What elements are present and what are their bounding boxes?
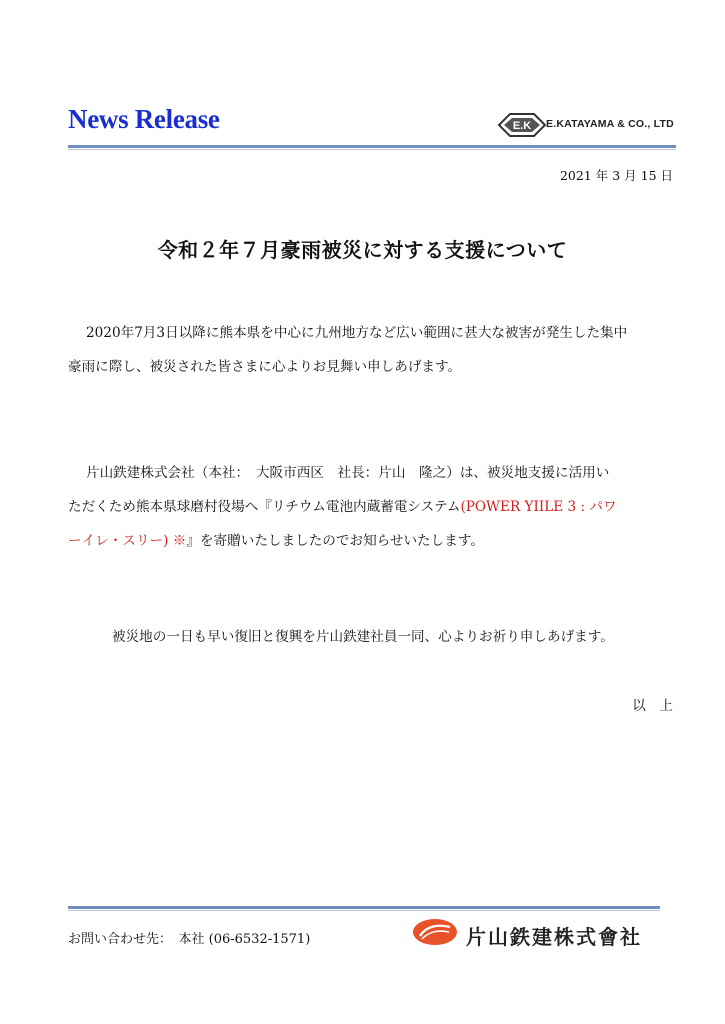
footer-divider-thin bbox=[68, 910, 660, 911]
paragraph-line: 片山鉄建株式会社（本社： 大阪市西区 社長：片山 隆之）は、被災地支援に活用い bbox=[86, 465, 610, 481]
paragraph-line bbox=[68, 490, 678, 524]
paragraph-line bbox=[68, 524, 678, 558]
document-title: 令和２年７月豪雨被災に対する支援について bbox=[157, 238, 568, 262]
product-name-highlight: ーイレ・スリー) ※ bbox=[68, 533, 187, 549]
footer-divider bbox=[68, 906, 660, 909]
paragraph-line: 2020年7月3日以降に熊本県を中心に九州地方など広い範囲に甚大な被害が発生した集中 bbox=[86, 325, 628, 341]
release-date: 2021 年 3 月 15 日 bbox=[559, 168, 673, 183]
product-name-highlight: (POWER YIILE 3 : パワ bbox=[460, 499, 617, 515]
company-name-japanese: 片山鉄建株式會社 bbox=[466, 925, 642, 949]
news-release-title: News Release bbox=[68, 104, 220, 134]
text-segment: 』を寄贈いたしましたのでお知らせいたします。 bbox=[186, 533, 484, 549]
paragraph-line: 豪雨に際し、被災された皆さまに心よりお見舞い申しあげます。 bbox=[68, 359, 462, 375]
paragraph-line: 被災地の一日も早い復旧と復興を片山鉄建社員一同、心よりお祈り申しあげます。 bbox=[112, 629, 614, 645]
paragraph-prayer bbox=[68, 620, 678, 654]
closing-mark: 以 上 bbox=[632, 698, 673, 714]
katayama-footer-logo-icon bbox=[412, 918, 458, 946]
header-divider bbox=[68, 145, 676, 148]
ek-logo-letters: E.K bbox=[512, 120, 532, 132]
header-divider-thin bbox=[68, 149, 676, 150]
paragraph-condolence bbox=[68, 316, 678, 384]
paragraph-donation bbox=[68, 456, 678, 558]
contact-info: お問い合わせ先： 本社 (06-6532-1571) bbox=[68, 932, 311, 947]
company-name-english: E.KATAYAMA & CO., LTD bbox=[546, 118, 674, 130]
text-segment: ただくため熊本県球磨村役場へ『リチウム電池内蔵蓄電システム bbox=[68, 499, 461, 515]
